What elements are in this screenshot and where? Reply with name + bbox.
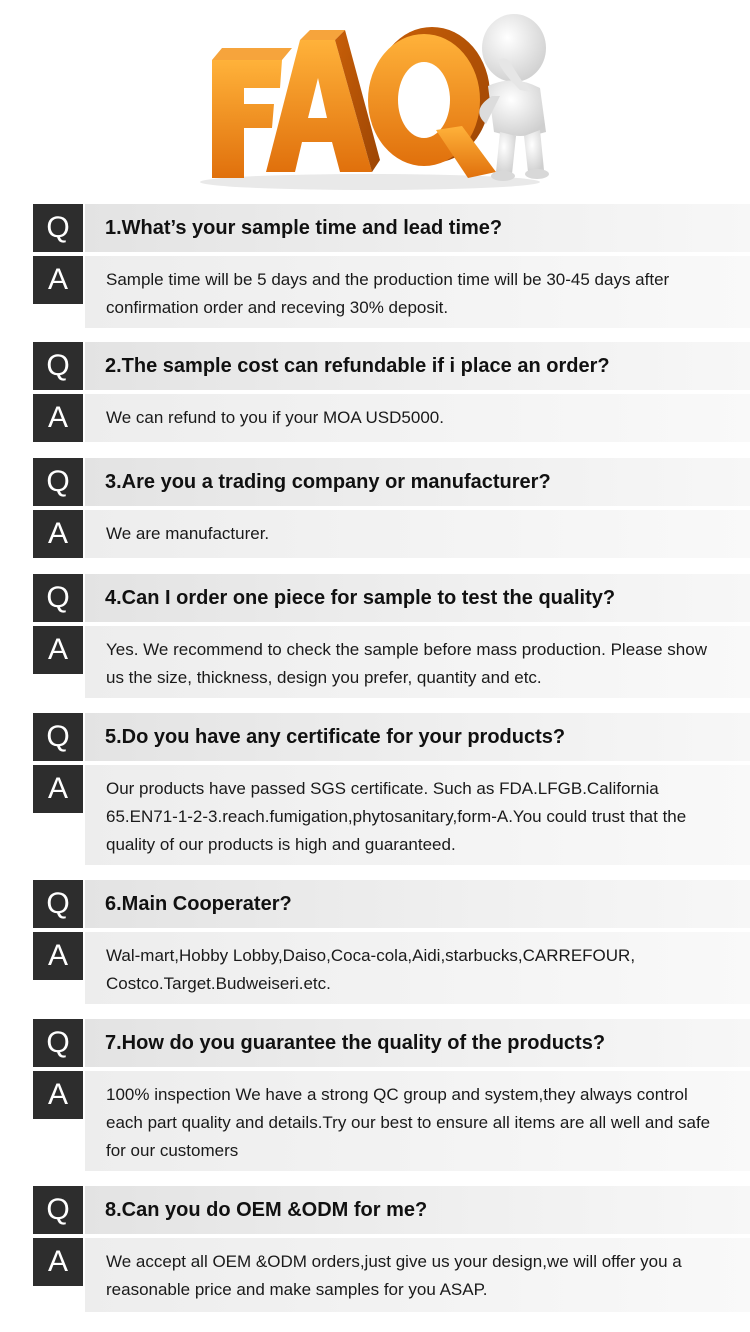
question-badge: Q	[33, 1186, 83, 1234]
answer-badge: A	[33, 765, 83, 813]
question-text: 6.Main Cooperater?	[105, 893, 292, 915]
answer-row	[0, 256, 750, 328]
answer-row	[0, 765, 750, 865]
answer-badge: A	[33, 626, 83, 674]
question-badge: Q	[33, 342, 83, 390]
faq-header	[0, 0, 750, 195]
answer-row	[0, 1238, 750, 1312]
answer-text: Yes. We recommend to check the sample before mass production. Please show us the size, thickness, design you prefer, quantity and etc.	[106, 640, 707, 687]
answer-row	[0, 394, 750, 442]
answer-text: 100% inspection We have a strong QC group and system,they always control each part quality and details.Try our best to ensure all items are all well and safe for our customers	[106, 1085, 711, 1160]
answer-text: We accept all OEM &ODM orders,just give us your design,we will offer you a reasonable price and make samples for you ASAP.	[106, 1252, 682, 1299]
question-text: 2.The sample cost can refundable if i place an order?	[105, 355, 610, 377]
question-badge: Q	[33, 458, 83, 506]
answer-row	[0, 626, 750, 698]
answer-text: We can refund to you if your MOA USD5000.	[106, 408, 444, 427]
question-text: 3.Are you a trading company or manufacturer?	[105, 471, 551, 493]
question-badge: Q	[33, 574, 83, 622]
question-row	[0, 1019, 750, 1067]
question-badge: Q	[33, 880, 83, 928]
question-row	[0, 574, 750, 622]
answer-text: Sample time will be 5 days and the production time will be 30-45 days after confirmation order and receving 30% deposit.	[106, 270, 670, 317]
answer-badge: A	[33, 932, 83, 980]
question-text: 1.What’s your sample time and lead time?	[105, 217, 503, 239]
answer-text: We are manufacturer.	[106, 524, 270, 543]
answer-row	[0, 932, 750, 1004]
question-row	[0, 1186, 750, 1234]
question-badge: Q	[33, 204, 83, 252]
answer-text: Our products have passed SGS certificate. Such as FDA.LFGB.California 65.EN71-1-2-3.reach.fumigation,phytosanitary,form-A.You could trust that the quality of our products is high and guaranteed.	[106, 779, 687, 854]
answer-text: Wal-mart,Hobby Lobby,Daiso,Coca-cola,Aidi,starbucks,CARREFOUR, Costco.Target.Budweiseri.etc.	[106, 946, 636, 993]
question-row	[0, 204, 750, 252]
question-text: 8.Can you do OEM &ODM for me?	[105, 1199, 428, 1221]
thinking-person-icon	[479, 14, 549, 181]
question-row	[0, 713, 750, 761]
answer-badge: A	[33, 1238, 83, 1286]
question-row	[0, 342, 750, 390]
question-text: 4.Can I order one piece for sample to test the quality?	[105, 587, 616, 609]
question-text: 5.Do you have any certificate for your products?	[105, 726, 566, 748]
letter-q-shape	[368, 27, 496, 178]
answer-badge: A	[33, 1071, 83, 1119]
answer-row	[0, 510, 750, 558]
question-badge: Q	[33, 713, 83, 761]
answer-badge: A	[33, 394, 83, 442]
question-row	[0, 880, 750, 928]
question-text: 7.How do you guarantee the quality of the products?	[105, 1032, 606, 1054]
answer-badge: A	[33, 510, 83, 558]
question-badge: Q	[33, 1019, 83, 1067]
answer-badge: A	[33, 256, 83, 304]
answer-row	[0, 1071, 750, 1171]
faq-logo-illustration	[0, 0, 750, 195]
question-row	[0, 458, 750, 506]
